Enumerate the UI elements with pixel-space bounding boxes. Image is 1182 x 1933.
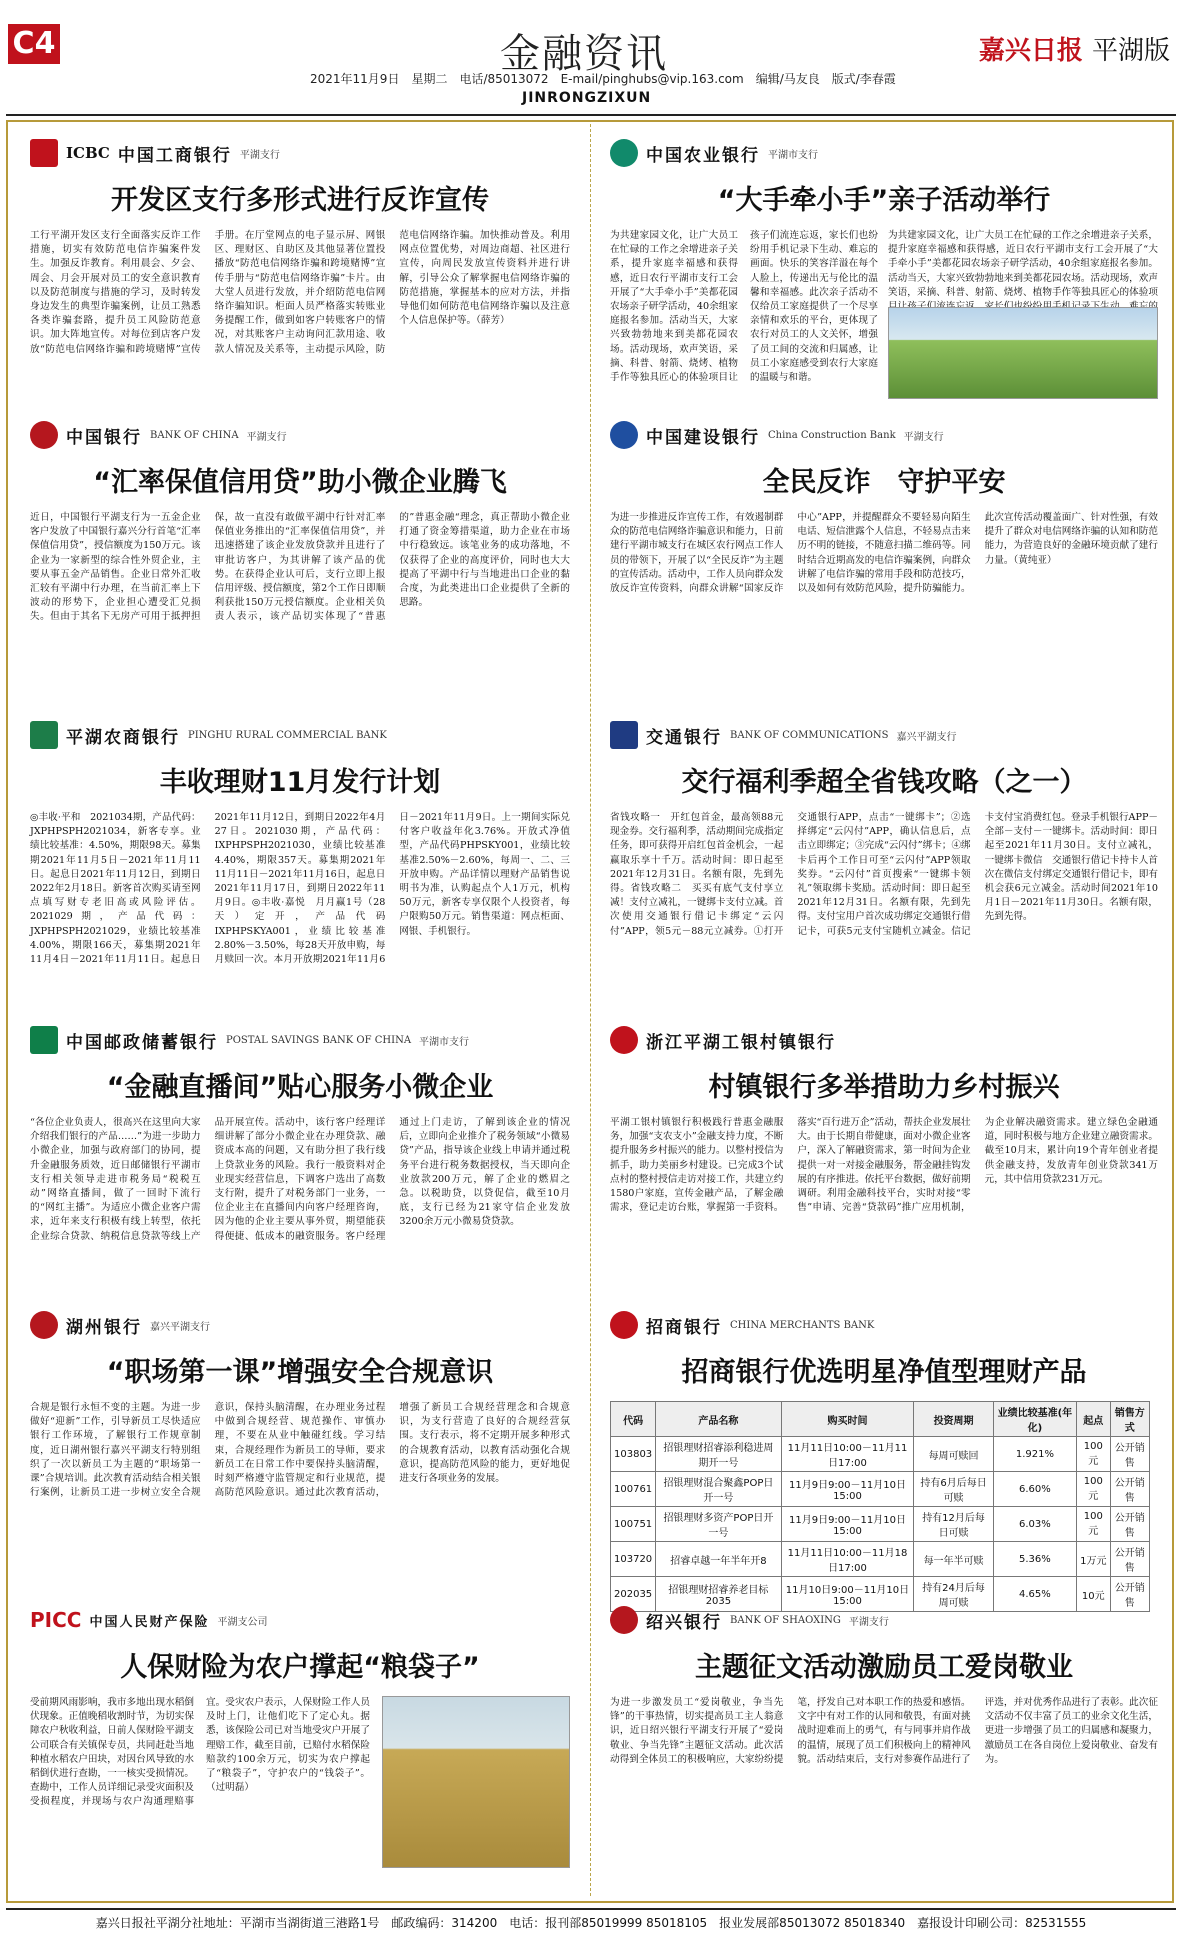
bank-branch: 平湖支行 [903, 431, 944, 443]
bank-en: BANK OF COMMUNICATIONS [730, 729, 889, 741]
table-row: 100761 招银理财混合聚鑫POP日开一号 11月9日9:00－11月10日15:00 持有6月后每日可赎 6.60% 100元 公开销售 [611, 1472, 1150, 1507]
bank-logo [610, 138, 1158, 168]
bank-name: 绍兴银行 [646, 1612, 722, 1633]
bank-logo [610, 420, 1158, 450]
article-body: 省钱攻略一 开红包首金，最高领88元现金券。交行福利季，活动期间完成指定任务，即可获得开启红包首金机会，一起赢取乐享十千万。活动时间：即日起至2021年12月31日。名额有限，先到先得。省钱攻略二 买买有底气支付享立减！支付立减礼，一键绑卡支付立减。首次使用交通银行借记卡绑定“云闪付”APP，领5元－88元立减券。①打开交通银行APP，点击“一键绑卡”；②选择绑定“云闪付”APP，确认信息后，点击立即绑定；③完成“云闪付”绑卡；④绑卡后再个工作日可至“云闪付”APP领取奖券。“云闪付”首页搜索“一键绑卡领礼”领取绑卡奖励。活动时间：即日起至2021年12月31日。名额有限，先到先得。支付宝用户首次成功绑定交通银行借记卡，可获5元支付宝随机立减金。信记卡支付宝消费红包。登录手机银行APP－全部－支付－一键绑卡。活动时间：即日起至2021年11月30日。支付立减礼，一键绑卡微信 交通银行借记卡持卡人首次在微信支付绑定交通银行借记卡，即有机会获6元立减金。活动时间2021年10月1日－2021年11月30日。名额有限，先到先得。 [610, 812, 1158, 937]
article-body: 平湖工银村镇银行积极践行普惠金融服务，加强“支农支小”金融支持力度，不断提升服务乡村振兴的能力。以整村授信为抓手，助力美丽乡村建设。已完成3个试点村的整村授信走访对接工作，共建立约1580户家庭，宣传金融产品，了解金融需求，登记走访台账，掌握第一手资料。落实“百行进万企”活动，帮扶企业发展壮大。由于长期自带健康，面对小微企业客户，深入了解融资需求，第一时间为企业提供一对一对接金融服务，帮金融挂钩发展的有序推进。依托平台数据，做好前期调研。利用金融科技平台，实时对接“零售”申请、完善“贷款码”推广应用机制，为企业解决融资需求。建立绿色金融通道，同时积极与地方企业建立融资需求。截至10月末，累计向19个青年创业者提供金融支持，发放青年创业贷款341万元，其中信用贷款231万元。 [610, 1117, 1158, 1214]
article-body: 近日，中国银行平湖支行为一五金企业客户发放了中国银行嘉兴分行首笔“汇率保值信用贷”，授信额度为150万元。该企业为一家新型的综合性外贸企业，主要从事五金产品销售。企业日常外汇收汇较有平湖中行办理，在当前汇率上下波动的形势下，企业担心遭受汇兑损失。但由于其名下无房产可用于抵押担保，故一直没有敢做平湖中行针对汇率保值业务推出的“汇率保值信用贷”，并迅速搭建了该企业发放贷款并且进行了审批访客户，为其讲解了该产品的优势。在获得企业认可后，支行立即上报信用评级、授信额度，第2个工作日即顺利获批150万元授信额度。企业相关负责人表示，该产品切实体现了“普惠的”普惠金融“理念，真正帮助小微企业打通了资金筹措渠道，助力企业在市场中行稳致远。该笔业务的成功落地，不仅获得了企业的高度评价，同时也大大提高了平湖中行与当地进出口企业的黏合度，为此类进出口企业提供了全新的思路。 [30, 512, 570, 623]
bank-name: 中国农业银行 [646, 145, 760, 166]
masthead-brand [979, 30, 1170, 67]
article-body: 为共建家园文化，让广大员工在忙碌的工作之余增进亲子关系，提升家庭幸福感和获得感，近日农行平湖市支行工会开展了“大手牵小手”美都花园农场亲子研学活动，40余组家庭报名参加。活动当天，大家兴致勃勃地来到美都花园农场。活动现场，欢声笑语，采摘、科普、射箭、烧烤、植物手作等独具匠心的体验项目让孩子们流连忘返，家长们也纷纷用手机记录下生动、难忘的画面。快乐的笑容洋溢在每个人脸上，传递出无与伦比的温馨和幸福感。此次亲子活动不仅给员工家庭提供了一个尽享亲情和欢乐的平台，更体现了农行对员工的人文关怀，增强了员工间的交流和归属感，让员工小家庭感受到农行大家庭的温暖与和谐。 [610, 230, 878, 384]
table-row: 100751 招银理财多资产POP日开一号 11月9日9:00－11月10日15:00 持有12月后每日可赎 6.03% 100元 公开销售 [611, 1507, 1150, 1542]
bank-name: 湖州银行 [66, 1317, 142, 1338]
article-body: ◎丰收·平和 2021034期，产品代码：JXPHPSPH2021034，新客专享。业绩比较基准：4.50%，期限98天。募集期2021年11月5日－2021年11月11日。起息日2021年11月12日，到期日2022年2月18日。新客首次购买请至网点填写财专老旧高或风险评估。2021029期，产品代码：JXPHPSPH2021029，业绩比较基准4.00%，期限166天，募集期2021年11月4日－2021年11月11日。起息日2021年11月12日，到期日2022年4月27日。2021030期，产品代码：IXPHPSPH2021030，业绩比较基准4.40%，期限357天。募集期2021年11月11日－2021年11月16日，起息日2021年11月17日，到期日2022年11月9日。◎丰收·嘉悦 月月赢1号（28天）定开，产品代码IXPHPSKYA001，业绩比较基准2.80%－3.50%，每28天开放申购，每月赎回一次。本月开放期2021年11月6日－2021年11月9日。上一期间实际兑付客户收益年化3.76%。开放式净值型，产品代码PHPSKY001，业绩比较基准2.50%－2.60%，每周一、二、三开放申购。产品详情以理财产品销售说明书为准，认购起点个人1万元，机构50万元，新客专享仅限个人投资者，每户限购50万元。销售渠道：网点柜面、网银、手机银行。 [30, 812, 570, 966]
zjcb-logo-icon [610, 1026, 638, 1054]
rcb-logo-icon [30, 721, 58, 749]
bank-branch: 平湖支行 [239, 149, 280, 161]
cmb-logo-icon [610, 1311, 638, 1339]
col-header: 购买时间 [781, 1402, 914, 1437]
article-body-side: 为共建家园文化，让广大员工在忙碌的工作之余增进亲子关系，提升家庭幸福感和获得感，近日农行平湖市支行工会开展了“大手牵小手”美都花园农场亲子研学活动，40余组家庭报名参加。活动当天，大家兴致勃勃地来到美都花园农场。活动现场，欢声笑语，采摘、科普、射箭、烧烤、植物手作等独具匠心的体验项 [888, 230, 1158, 298]
article-title: “金融直播间”贴心服务小微企业 [106, 1072, 494, 1103]
bank-logo [30, 1310, 570, 1340]
bank-en: BANK OF CHINA [150, 429, 239, 441]
article-rcb [30, 720, 570, 1020]
col-header: 投资周期 [914, 1402, 993, 1437]
fund-table-header [611, 1402, 1150, 1437]
article-body: 受前期风雨影响，我市多地出现水稻倒伏现象。正值晚稻收割时节，为切实保障农户秋收利益，日前人保财险平湖支公司联合有关镇保专员，共同赶赴当地种植水稻农户田块，对因台风导致的水稻倒伏进行查勘，一一核实受损情况。查勘中，工作人员详细记录受灾面积及受损程度，并现场与农户沟通理赔事宜。受灾农户表示，人保财险工作人员及时上门，让他们吃下了定心丸。据悉，该保险公司已对当地受灾户开展了理赔工作，截至目前，已赔付水稻保险赔款约100余万元，切实为农户撑起了“粮袋子”，守护农户的“钱袋子”。（过明磊） [30, 1697, 370, 1808]
picc-logo-text: PICC [30, 1608, 82, 1632]
bank-name: 中国人民财产保险 [89, 1614, 210, 1630]
article-title: 人保财险为农户撑起“粮袋子” [120, 1652, 480, 1683]
bank-name: 中国银行 [66, 427, 142, 448]
article-psbc [30, 1025, 570, 1290]
bank-name: 浙江平湖工银村镇银行 [646, 1032, 836, 1053]
bank-branch: 平湖市支行 [419, 1036, 470, 1048]
article-title: 主题征文活动激励员工爱岗敬业 [695, 1652, 1073, 1683]
table-row: 202035 招银理财招睿养老目标2035 11月10日9:00－11月10日15:00 持有24月后每周可赎 4.65% 10元 公开销售 [611, 1577, 1150, 1612]
section-title: 金融资讯 [500, 31, 668, 77]
article-body: 工行平湖开发区支行全面落实反诈工作措施，切实有效防范电信诈骗案件发生。加强反诈教育。利用晨会、夕会、周会、月会开展对员工的安全意识教育以及防范制度与措施的学习，及时转发身边发生的典型诈骗案例，让员工熟悉各类诈骗套路，提升员工风险防范意识。加大阵地宣传。对每位到店客户发放“防范电信网络诈骗和跨境赌博”宣传手册。在厅堂网点的电子显示屏、网银区、理财区、自助区及其他显著位置投播放“防范电信网络诈骗和跨境赌博”宣传手册与“防范电信网络诈骗”卡片。由大堂人员进行发放，并介绍防范电信网络诈骗知识。柜面人员严格落实转账业务提醒工作，做到如客户转账客户的情况，对其账客户主动询问汇款用途、收款人情况及关系等，主动提示风险，防范电信网络诈骗。加快推动普及。利用网点位置优势，对周边商超、社区进行宣传，向周民发放宣传资料并进行讲解，引导公众了解掌握电信网络诈骗的防范措施，掌握基本的应对方法，并指导他们如何防范电信网络诈骗以及注意个人信息保护等。（薛芳） [30, 230, 570, 355]
article-icbc [30, 138, 570, 396]
bank-name: 平湖农商银行 [66, 727, 180, 748]
table-row: 103720 招睿卓越一年半年开8 11月11日10:00－11月18日17:00 每一年半可赎 5.36% 1万元 公开销售 [611, 1542, 1150, 1577]
bank-name: 中国工商银行 [117, 145, 232, 166]
article-shaoxing [610, 1605, 1158, 1895]
bank-logo [30, 720, 570, 750]
bank-en: China Construction Bank [768, 429, 896, 441]
bank-name: 招商银行 [646, 1317, 722, 1338]
article-boc [30, 420, 570, 700]
footer-info: 嘉兴日报社平湖分社地址：平湖市当湖街道三港路1号 邮政编码：314200 电话：报刊部85019999 85018105 报业发展部85013072 85018340 嘉报设计印刷公司：82531555 [6, 1908, 1176, 1931]
bank-branch: 平湖支行 [848, 1616, 889, 1628]
article-title: “大手牵小手”亲子活动举行 [717, 185, 1051, 216]
article-zjcb [610, 1025, 1158, 1290]
article-bocom [610, 720, 1158, 1020]
article-cmb [610, 1310, 1158, 1609]
table-row: 103803 招银理财招睿添利稳进周期开一号 11月11日10:00－11月11日17:00 每周可赎回 1.921% 100元 公开销售 [611, 1437, 1150, 1472]
shaoxing-logo-icon [610, 1606, 638, 1634]
article-title: 交行福利季超全省钱攻略（之一） [681, 767, 1087, 798]
bank-logo [30, 138, 570, 168]
col-header: 起点 [1077, 1402, 1111, 1437]
col-header: 销售方式 [1110, 1402, 1149, 1437]
header-rule [6, 114, 1176, 116]
bank-logo [30, 1025, 570, 1055]
huzhou-logo-icon [30, 1311, 58, 1339]
article-body: 为进一步推进反诈宣传工作，有效遏制群众的防范电信网络诈骗意识和能力，日前建行平湖市城支行在城区农行网点工作人员的带领下，开展了以“全民反诈”为主题的宣传活动。活动中，工作人员向群众发放反诈宣传资料，向群众讲解“国家反诈中心”APP，并提醒群众不要轻易向陌生电话、短信泄露个人信息，不轻易点击来历不明的链接，不随意扫描二维码等。同时结合近期高发的电信诈骗案例，向群众讲解了电信诈骗的常用手段和防范技巧，以及如何有效防范风险，提升防骗能力。此次宣传活动覆盖面广、针对性强，有效提升了群众对电信网络诈骗的认知和防范能力，为营造良好的金融环境贡献了建行力量。（黄纯亚） [610, 512, 1158, 595]
bank-name: 中国建设银行 [646, 427, 760, 448]
bank-logo [610, 1025, 1158, 1055]
article-huzhou [30, 1310, 570, 1580]
col-header: 产品名称 [656, 1402, 781, 1437]
bank-en: PINGHU RURAL COMMERCIAL BANK [188, 729, 387, 741]
field-photo [382, 1696, 570, 1868]
dateline: 2021年11月9日 星期二 电话/85013072 E-mail/pinghubs@vip.163.com 编辑/马友良 版式/李春霞 [310, 72, 896, 86]
bank-branch: 平湖支行 [246, 431, 287, 443]
icbc-logo-icon [30, 139, 58, 167]
article-picc [30, 1605, 570, 1895]
bank-logo [30, 420, 570, 450]
article-body: “各位企业负责人，很高兴在这里向大家介绍我们银行的产品……”为进一步助力小微企业，加强与政府部门的协同，提升金融服务质效，近日邮储银行平湖市支行相关领导走进市税务局“税税互动”网络直播间，做了一回时下流行的“网红主播”。为适应小微企业客户需求，近年来支行积极有线上转型，依托企业综合贷款、纳税信息贷款等线上产品开展宣传。活动中，该行客户经理详细讲解了部分小微企业在办理贷款、融资成本高的问题，又有助分担了我行线上贷款业务的风险。我行一般资料对企业现实经营信息，下调客户选出了高数支行附，提升了对税务部门一业务，一位企业主在直播间内向客户经理咨询，因为他的企业主要从事外贸，期望能获得便捷、低成本的融资服务。客户经理通过上门走访，了解到该企业的情况后，立即向企业推介了税务领域“小微易贷”产品，指导该企业线上申请并通过税务平台进行税务数据授权，当天即向企业放款200万元，解了企业的燃眉之急。以税助贷，以贷促信，截至10月底，支行已经为21家守信企业发放3200余万元小微易贷贷款。 [30, 1117, 570, 1242]
article-body: 合规是银行永恒不变的主题。为进一步做好“迎新”工作，引导新员工尽快适应银行工作环境，了解银行工作规章制度，近日湖州银行嘉兴平湖支行特别组织了一次以新员工为主题的“职场第一课”合规培训。此次教育活动结合相关银行案例，让新员工进一步树立安全合规意识，保持头脑清醒，在办理业务过程中做到合规经营、规范操作、审慎办理，不要在从业中触碰红线。学习结束，合规经理作为新员工的导师，要求新员工在日常工作中要保持头脑清醒，时刻严格遵守监管规定和行业规范，提高防范风险意识。通过此次教育活动，增强了新员工合规经营理念和合规意识，为支行营造了良好的合规经营氛围。支行表示，将不定期开展多种形式的合规教育活动，以教育活动强化合规意识，提高防范风险的能力，更好地促进支行各项业务的发展。 [30, 1402, 570, 1499]
article-title: 开发区支行多形式进行反诈宣传 [111, 185, 489, 216]
ccb-logo-icon [610, 421, 638, 449]
bocom-logo-icon [610, 721, 638, 749]
family-photo [888, 307, 1158, 399]
article-title: 丰收理财11月发行计划 [159, 767, 441, 798]
article-ccb [610, 420, 1158, 700]
column-divider [590, 124, 591, 1896]
article-title: 招商银行优选明星净值型理财产品 [681, 1357, 1087, 1388]
brand-sub: 平湖版 [1091, 36, 1170, 66]
bank-en: CHINA MERCHANTS BANK [730, 1319, 875, 1331]
bank-en: BANK OF SHAOXING [730, 1614, 841, 1626]
psbc-logo-icon [30, 1026, 58, 1054]
page-code: C4 [8, 24, 60, 64]
brand-main: 嘉兴日报 [978, 36, 1083, 66]
boc-logo-icon [30, 421, 58, 449]
bank-en: POSTAL SAVINGS BANK OF CHINA [226, 1034, 412, 1046]
bank-logo [610, 1605, 1158, 1635]
col-header: 业绩比较基准(年化) [993, 1402, 1076, 1437]
section-pinyin: JINRONGZIXUN [522, 90, 652, 106]
article-title: “职场第一课”增强安全合规意识 [106, 1357, 494, 1388]
bank-logo [610, 1310, 1158, 1340]
fund-table [610, 1401, 1150, 1612]
bank-logo [30, 1605, 570, 1635]
abc-logo-icon [610, 139, 638, 167]
bank-branch: 嘉兴平湖支行 [150, 1321, 210, 1333]
bank-branch: 平湖市支行 [768, 149, 818, 161]
bank-branch: 平湖支公司 [217, 1616, 268, 1628]
article-body: 为进一步激发员工“爱岗敬业，争当先锋”的干事热情，切实提高员工主人翁意识，近日绍兴银行平湖支行开展了“爱岗敬业、争当先锋”主题征文活动。此次活动得到全体员工的积极响应，大家纷纷提笔，抒发自己对本职工作的热爱和感悟。文字中有对工作的认同和敬畏，有面对挑战时迎难而上的勇气，有与同事并肩作战的温情，展现了员工们积极向上的精神风貌。活动结束后，支行对参赛作品进行了评选，并对优秀作品进行了表彰。此次征文活动不仅丰富了员工的业余文化生活，更进一步增强了员工的归属感和凝聚力，激励员工在各自岗位上爱岗敬业、奋发有为。 [610, 1697, 1158, 1765]
col-header: 代码 [611, 1402, 656, 1437]
bank-branch: 嘉兴平湖支行 [896, 731, 957, 743]
article-title: “汇率保值信用贷”助小微企业腾飞 [93, 467, 507, 498]
bank-logo [610, 720, 1158, 750]
article-title: 全民反诈 守护平安 [762, 467, 1006, 498]
bank-name: 交通银行 [646, 727, 722, 748]
bank-name: 中国邮政储蓄银行 [66, 1032, 218, 1053]
article-title: 村镇银行多举措助力乡村振兴 [708, 1072, 1060, 1103]
bank-en: ICBC [66, 144, 110, 162]
article-abc [610, 138, 1158, 396]
